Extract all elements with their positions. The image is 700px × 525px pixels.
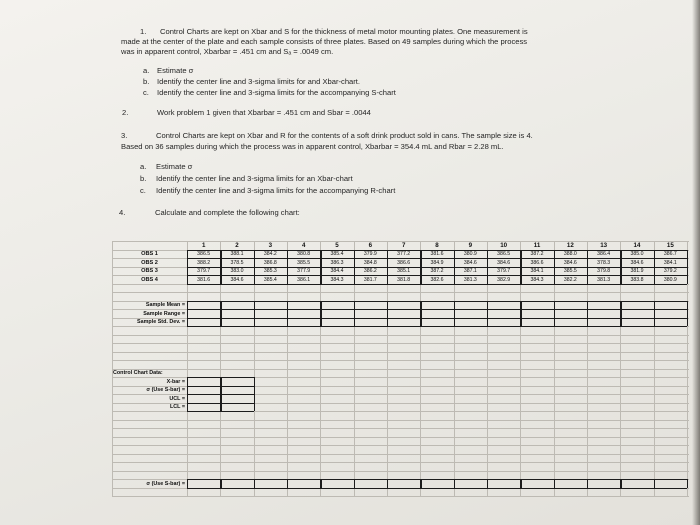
problem-4-text: Calculate and complete the following chart: [155, 208, 300, 217]
sample-stat-label: Sample Mean = [145, 302, 185, 308]
table-cell: 382.6 [430, 276, 444, 283]
table-cell: 384.3 [530, 276, 544, 283]
table-cell: 379.7 [197, 268, 211, 274]
table-cell: 377.2 [397, 251, 411, 257]
table-cell: 384.1 [530, 268, 544, 274]
column-header: 7 [401, 241, 406, 249]
table-cell: 381.3 [463, 276, 477, 283]
table-cell: 387.2 [430, 268, 444, 274]
column-header: 10 [500, 241, 508, 249]
table-cell: 385.3 [263, 268, 277, 274]
bottom-block-border [187, 479, 188, 488]
control-chart-label: LCL = [169, 404, 185, 410]
table-cell: 388.1 [230, 251, 244, 257]
problem-3-item-c-letter: c. [140, 186, 146, 195]
problem-3-item-c: Identify the center line and 3-sigma limits for the accompanying R-chart [156, 186, 396, 195]
bottom-block-border [454, 479, 455, 488]
grid-line-h [112, 454, 689, 455]
bottom-block-border [254, 479, 255, 488]
column-header: 8 [435, 241, 439, 249]
table-cell: 386.5 [197, 251, 211, 257]
control-chart-label: σ (Use S-bar) = [146, 387, 185, 393]
column-header: 12 [566, 241, 574, 249]
table-cell: 384.6 [497, 259, 511, 266]
grid-line-h [112, 462, 689, 463]
column-header: 3 [268, 241, 273, 249]
obs-block-border [187, 250, 687, 251]
bottom-sigma-label: σ (Use S-bar) = [146, 480, 185, 487]
grid-line-h [112, 360, 689, 361]
column-header: 15 [666, 241, 674, 249]
grid-line-h [112, 352, 689, 353]
problem-2-number: 2. [122, 108, 129, 117]
grid-line-h [112, 471, 689, 472]
control-chart-title: Control Chart Data: [113, 370, 163, 376]
grid-line-h [112, 420, 689, 421]
column-header: 9 [468, 241, 473, 249]
problem-1-item-a: Estimate σ [157, 66, 194, 75]
table-cell: 384.3 [330, 276, 344, 283]
bottom-block-border [554, 479, 555, 488]
sample-block-border [187, 318, 687, 319]
bottom-block-border [287, 479, 288, 488]
sample-block-border [654, 301, 655, 327]
problem-2-text: Work problem 1 given that Xbarbar = .451 cm and Sbar = .0044 [157, 108, 371, 117]
table-cell: 385.5 [297, 259, 311, 266]
table-cell: 381.6 [430, 251, 444, 257]
sample-block-border [454, 301, 455, 327]
sample-block-border [420, 301, 421, 327]
sample-block-border [320, 301, 321, 327]
problem-1-line-2: made at the center of the plate and each sample consists of three plates. Based on 49 samples during which the process [121, 37, 528, 46]
column-header: 4 [301, 241, 306, 249]
control-chart-label: UCL = [169, 395, 185, 402]
bottom-block-border [220, 479, 221, 488]
grid-line-h [112, 428, 689, 429]
table-cell: 379.9 [363, 251, 377, 257]
sample-block-border [520, 301, 521, 327]
table-cell: 386.6 [530, 259, 544, 266]
table-cell: 382.2 [563, 276, 577, 283]
grid-line-h [112, 343, 689, 344]
table-cell: 384.6 [230, 276, 244, 283]
table-cell: 387.2 [530, 251, 544, 257]
sample-block-border [254, 301, 255, 327]
table-cell: 379.2 [663, 268, 677, 274]
table-cell: 381.6 [197, 276, 211, 283]
table-cell: 384.9 [430, 259, 444, 266]
table-cell: 385.0 [630, 251, 644, 257]
table-cell: 384.4 [330, 268, 344, 274]
obs-block-border [687, 250, 688, 284]
table-cell: 387.1 [463, 268, 477, 274]
sample-block-border [354, 301, 355, 327]
table-cell: 380.9 [663, 276, 677, 283]
table-cell: 384.6 [463, 259, 477, 266]
obs-block-border [187, 258, 687, 259]
table-cell: 386.3 [330, 259, 344, 266]
table-cell: 381.9 [630, 268, 644, 274]
table-cell: 386.4 [597, 251, 611, 257]
table-cell: 377.9 [297, 268, 311, 274]
column-header: 1 [201, 241, 206, 249]
table-row-label: OBS 3 [141, 268, 158, 274]
sample-block-border [287, 301, 288, 327]
table-cell: 385.1 [397, 268, 411, 274]
sample-block-border [187, 301, 188, 327]
obs-block-border [187, 267, 687, 268]
grid-line-h [112, 335, 689, 336]
table-cell: 382.9 [497, 276, 511, 283]
bottom-block-border [187, 488, 687, 489]
grid-line-h [112, 369, 689, 370]
problem-3-item-b: Identify the center line and 3-sigma limits for an Xbar-chart [156, 174, 353, 183]
table-row-label: OBS 2 [141, 259, 158, 266]
problem-3-item-a: Estimate σ [156, 162, 193, 171]
grid-line-h [112, 292, 689, 293]
table-cell: 386.1 [297, 276, 311, 283]
table-cell: 386.2 [363, 268, 377, 274]
problem-1-item-c-letter: c. [143, 88, 149, 97]
sample-block-border [554, 301, 555, 327]
bottom-block-border [654, 479, 655, 488]
problem-3-line-1: Control Charts are kept on Xbar and R for the contents of a soft drink product sold in cans. The sample size is 4. [156, 131, 533, 140]
problem-1-item-b: Identify the center line and 3-sigma limits for and Xbar-chart. [157, 77, 361, 86]
problem-4-number: 4. [119, 208, 126, 217]
table-cell: 379.8 [597, 268, 611, 274]
column-header: 5 [335, 241, 339, 249]
sample-stat-label: Sample Range = [143, 310, 185, 317]
problem-1-number: 1. [140, 27, 147, 36]
bottom-block-border [320, 479, 321, 488]
table-cell: 383.0 [230, 268, 244, 274]
table-cell: 383.8 [630, 276, 644, 283]
table-cell: 381.3 [597, 276, 611, 283]
table-cell: 381.8 [397, 276, 411, 283]
table-cell: 384.2 [263, 251, 277, 257]
table-row-label: OBS 4 [141, 276, 158, 283]
grid-line-h [112, 445, 689, 446]
bottom-block-border [620, 479, 621, 488]
bottom-block-border [687, 479, 688, 488]
table-cell: 386.5 [497, 251, 511, 257]
bottom-block-border [420, 479, 421, 488]
table-cell: 386.7 [663, 251, 677, 257]
control-block-border [187, 394, 254, 395]
control-block-border [187, 411, 254, 412]
table-cell: 385.4 [263, 276, 277, 283]
problem-1-item-a-letter: a. [143, 66, 150, 75]
control-chart-label: X-bar = [166, 378, 185, 385]
control-block-border [254, 377, 255, 411]
problem-1-item-c: Identify the center line and 3-sigma limits for the accompanying S-chart [157, 88, 396, 97]
bottom-block-border [520, 479, 521, 488]
table-cell: 378.5 [230, 259, 244, 266]
obs-block-border [187, 284, 687, 285]
table-cell: 379.7 [497, 268, 511, 274]
column-header: 13 [600, 241, 608, 249]
table-cell: 384.1 [663, 259, 677, 266]
sample-block-border [187, 326, 687, 327]
table-cell: 384.6 [630, 259, 644, 266]
sample-stat-label: Sample Std. Dev. = [137, 319, 185, 325]
problem-3-line-2: Based on 36 samples during which the process was in apparent control, Xbarbar = 354.4 mL and Rbar = 2.28 mL. [121, 142, 504, 151]
control-block-border [187, 403, 254, 404]
sample-block-border [620, 301, 621, 327]
obs-block-border [187, 275, 687, 276]
table-row-label: OBS 1 [141, 251, 158, 257]
control-block-border [187, 386, 254, 387]
bottom-block-border [387, 479, 388, 488]
column-header: 6 [368, 241, 373, 249]
sample-block-border [487, 301, 488, 327]
column-header: 2 [235, 241, 239, 249]
table-cell: 388.2 [197, 259, 211, 266]
bottom-block-border [354, 479, 355, 488]
data-table [112, 241, 689, 496]
table-cell: 385.5 [563, 268, 577, 274]
table-cell: 378.3 [597, 259, 611, 266]
sample-block-border [187, 309, 687, 310]
table-cell: 380.9 [463, 251, 477, 257]
problem-3-item-b-letter: b. [140, 174, 147, 183]
problem-3-number: 3. [121, 131, 128, 140]
column-header: 11 [533, 241, 541, 249]
bottom-block-border [187, 479, 687, 480]
table-cell: 386.8 [263, 259, 277, 266]
table-cell: 386.6 [397, 259, 411, 266]
problem-1-item-b-letter: b. [143, 77, 150, 86]
sample-block-border [687, 301, 688, 327]
sample-block-border [587, 301, 588, 327]
problem-1-line-1: Control Charts are kept on Xbar and S for the thickness of metal motor mounting plates. One measurement is [160, 27, 528, 36]
grid-line-h [112, 437, 689, 438]
table-cell: 384.6 [563, 259, 577, 266]
page-shadow-edge [692, 0, 700, 525]
problem-1-line-3: was in apparent control, Xbarbar = .451 cm and Sₐ = .0049 cm. [121, 47, 334, 56]
table-cell: 388.0 [563, 251, 577, 257]
table-cell: 381.7 [363, 276, 377, 283]
table-cell: 385.4 [330, 251, 344, 257]
bottom-block-border [587, 479, 588, 488]
table-cell: 384.8 [363, 259, 377, 266]
column-header: 14 [633, 241, 641, 249]
table-cell: 380.8 [297, 251, 311, 257]
bottom-block-border [487, 479, 488, 488]
sample-block-border [187, 301, 687, 302]
sample-block-border [220, 301, 221, 327]
sample-block-border [387, 301, 388, 327]
grid-line-h [112, 496, 689, 497]
problem-3-item-a-letter: a. [140, 162, 147, 171]
